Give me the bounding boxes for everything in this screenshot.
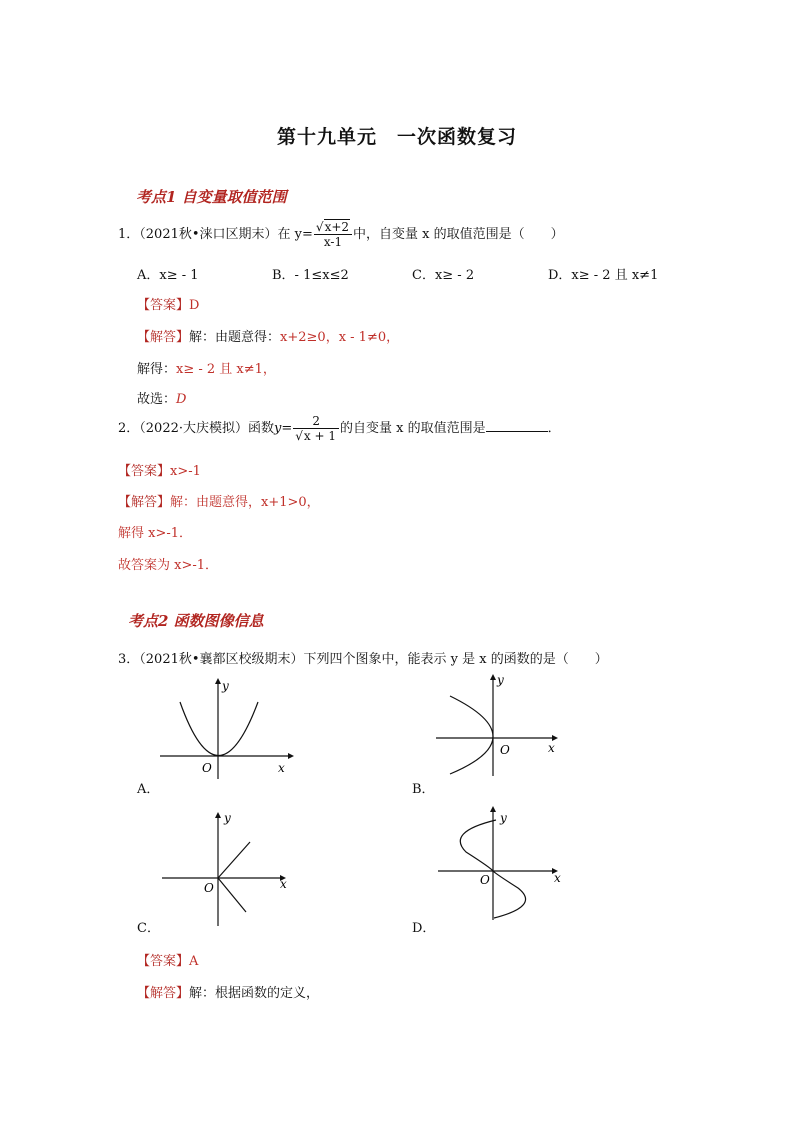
question-2-numerator: 2 <box>312 414 320 428</box>
graph-b-label: B． <box>412 782 435 797</box>
question-2-stem <box>118 414 561 443</box>
solution-text: 解：根据函数的定义， <box>189 986 320 1001</box>
lower-ray <box>218 878 246 912</box>
solution-math: x+2≥0，x - 1≠0， <box>280 330 400 345</box>
question-1-solution-line-2 <box>137 358 276 377</box>
answer-tag: 【答案】 <box>137 954 190 969</box>
question-1-radicand: x+2 <box>324 220 350 234</box>
y-label: y <box>222 679 229 693</box>
y-label: y <box>497 673 504 687</box>
graph-c-label: C． <box>137 921 160 936</box>
question-1-solution-line-1 <box>137 326 399 345</box>
question-2-suffix: 的自变量 x 的取值范围是 <box>340 421 486 436</box>
answer-value: A <box>189 954 199 969</box>
answer-tag: 【答案】 <box>118 464 171 479</box>
x-label: x <box>278 761 285 775</box>
y-label: y <box>224 811 231 825</box>
page-title: 第十九单元 一次函数复习 <box>276 126 517 148</box>
answer-value: D <box>189 298 200 313</box>
question-2-solution-line-1 <box>118 491 320 510</box>
section-heading-2: 考点2 函数图像信息 <box>128 612 264 630</box>
graph-b <box>436 670 566 778</box>
question-1-solution-line-3 <box>137 388 186 407</box>
question-1-stem <box>118 220 564 249</box>
x-label: x <box>280 877 287 891</box>
question-1-answer <box>137 294 199 313</box>
origin-label: O <box>480 873 490 887</box>
solution-math: D <box>176 392 187 407</box>
question-2-prefix: 2．（2022·大庆模拟）函数 <box>118 421 274 436</box>
solution-math: x≥ - 2 且 x≠1， <box>176 362 276 377</box>
x-label: x <box>548 741 555 755</box>
origin-label: O <box>204 881 214 895</box>
question-3-answer <box>137 950 198 969</box>
x-label: x <box>554 871 561 885</box>
question-2-end: ． <box>547 421 561 436</box>
graph-a-label: A． <box>137 782 160 797</box>
answer-value: x>-1 <box>170 464 201 479</box>
y-axis-arrow <box>215 812 221 818</box>
graph-d <box>436 802 566 922</box>
answer-tag: 【答案】 <box>137 298 190 313</box>
solution-tag: 【解答】 <box>137 986 190 1001</box>
question-3-stem: 3．（2021秋•襄都区校级期末）下列四个图象中，能表示 y 是 x 的函数的是（ ） <box>118 652 608 667</box>
solution-text: 解得： <box>137 362 177 377</box>
question-2-function-symbol: y <box>274 421 282 436</box>
parabola-curve <box>180 702 258 756</box>
question-2-equals: = <box>281 421 293 436</box>
graph-d-label: D． <box>412 921 436 936</box>
question-1-option-c: C．x≥ - 2 <box>412 268 475 283</box>
question-2-answer <box>118 460 201 479</box>
origin-label: O <box>500 743 510 757</box>
graph-c <box>160 808 300 928</box>
question-2-fraction: $\frac{2}{√x + 1}$ <box>293 414 339 443</box>
solution-tag: 【解答】 <box>137 330 190 345</box>
question-1-prefix: 1．（2021秋•涞口区期末）在 y= <box>118 227 313 242</box>
question-3-solution-line-1 <box>137 982 319 1001</box>
sideways-parabola-curve <box>450 696 493 774</box>
solution-tag: 【解答】 <box>118 495 171 510</box>
graph-a <box>160 674 300 782</box>
x-axis-arrow <box>288 753 294 759</box>
solution-text: 解：由题意得： <box>189 330 281 345</box>
question-1-fraction: $\frac{√x+2}{x-1}$ <box>314 220 352 249</box>
question-2-radicand: x + 1 <box>303 429 337 443</box>
upper-ray <box>218 842 250 878</box>
question-2-solution-line-2: 解得 x>-1． <box>118 526 193 541</box>
question-1-suffix: 中，自变量 x 的取值范围是（ ） <box>353 227 564 242</box>
question-1-option-b: B．- 1≤x≤2 <box>272 268 349 283</box>
question-1-option-d: D．x≥ - 2 且 x≠1 <box>548 268 659 283</box>
y-axis-arrow <box>215 678 221 684</box>
question-2-solution-line-3: 故答案为 x>-1． <box>118 558 219 573</box>
y-axis-arrow <box>490 674 496 680</box>
section-heading-1: 考点1 自变量取值范围 <box>136 188 287 206</box>
origin-label: O <box>202 761 212 775</box>
question-1-option-a: A．x≥ - 1 <box>137 268 199 283</box>
answer-blank <box>486 419 548 432</box>
y-axis-arrow <box>490 806 496 812</box>
y-label: y <box>500 811 507 825</box>
question-1-denominator: x-1 <box>314 234 352 249</box>
solution-text: 故选： <box>137 392 177 407</box>
solution-text: 解：由题意得，x+1>0， <box>170 495 320 510</box>
